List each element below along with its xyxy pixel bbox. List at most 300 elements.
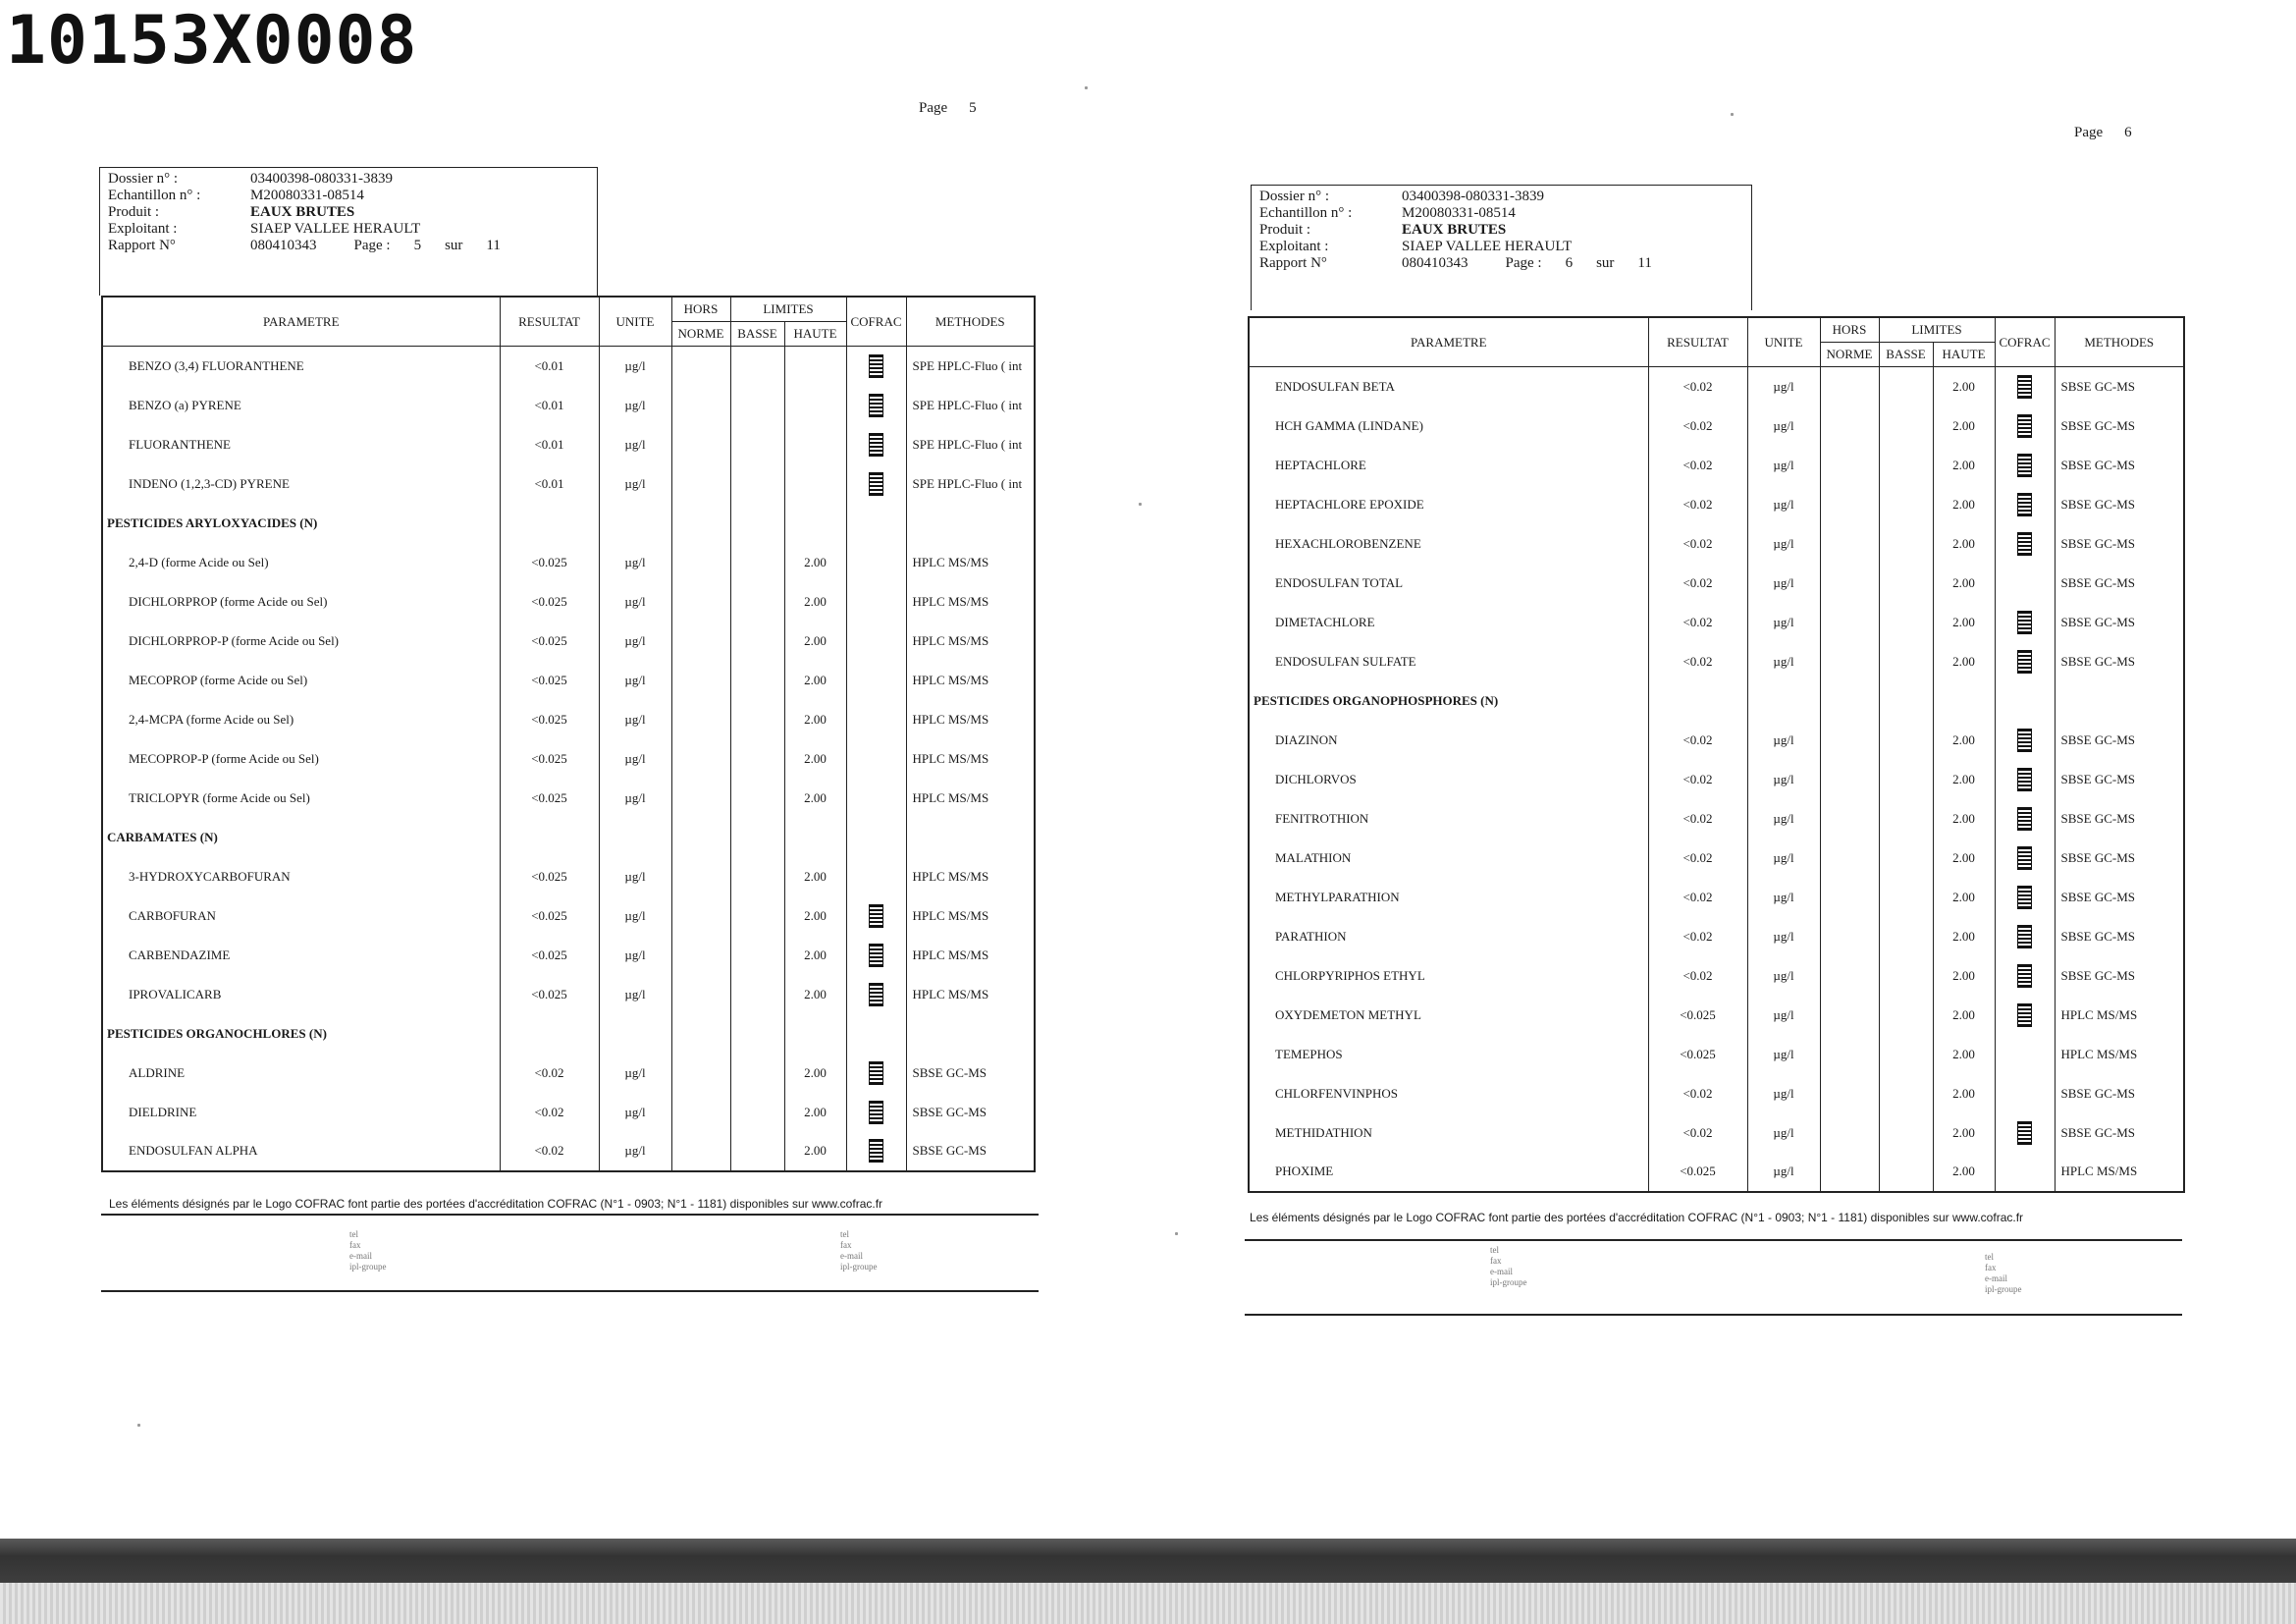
table-row: [102, 1093, 1035, 1132]
hors-norme-cell: [671, 425, 730, 464]
limit-low-cell: [1879, 721, 1933, 760]
limit-low-cell: [730, 622, 784, 661]
parameter-name: DIELDRINE: [102, 1093, 500, 1132]
results-table-page-6: [1248, 316, 2185, 1193]
parameter-name: CARBOFURAN: [102, 896, 500, 936]
sample-info-box: Dossier n° : 03400398-080331-3839 Echantillon n° : M20080331-08514 Produit : EAUX BRUTES Exploitant : SIAEP VALLEE HERAULT Rapport N° 080410343 Page : 6 sur 11: [1251, 185, 1752, 310]
hors-norme-cell: [1820, 406, 1879, 446]
cofrac-cell: [846, 975, 906, 1014]
unit-value: µg/l: [1747, 839, 1820, 878]
limit-high-value: 2.00: [1933, 642, 1995, 681]
limit-high-value: 2.00: [784, 700, 846, 739]
table-row: [1249, 1153, 2184, 1192]
hors-norme-cell: [671, 622, 730, 661]
limit-high-value: 2.00: [784, 975, 846, 1014]
cofrac-cell: [846, 1132, 906, 1171]
unit-value: µg/l: [1747, 367, 1820, 406]
unit-value: µg/l: [1747, 524, 1820, 564]
parameter-name: INDENO (1,2,3-CD) PYRENE: [102, 464, 500, 504]
unit-value: µg/l: [599, 1093, 671, 1132]
hors-norme-cell: [1820, 760, 1879, 799]
hors-norme-cell: [1820, 485, 1879, 524]
empty-cell: [906, 504, 1035, 543]
method-value: SBSE GC-MS: [2055, 721, 2184, 760]
result-value: <0.025: [1648, 1153, 1747, 1192]
empty-cell: [500, 504, 599, 543]
cofrac-cell: [1995, 406, 2055, 446]
page-number-left: Page 5: [919, 100, 977, 116]
limit-low-cell: [730, 661, 784, 700]
result-value: <0.02: [500, 1132, 599, 1171]
unit-value: µg/l: [599, 386, 671, 425]
section-heading: PESTICIDES ORGANOCHLORES (N): [102, 1014, 500, 1054]
method-value: SBSE GC-MS: [2055, 799, 2184, 839]
unit-value: µg/l: [1747, 406, 1820, 446]
unit-value: µg/l: [599, 779, 671, 818]
footer-contact-right-2: tel fax e-mail ipl-groupe: [1985, 1252, 2022, 1294]
cofrac-logo-icon: [2017, 414, 2032, 438]
method-value: SBSE GC-MS: [2055, 564, 2184, 603]
cofrac-cell: [1995, 799, 2055, 839]
cofrac-cell: [1995, 721, 2055, 760]
table-row: [1249, 564, 2184, 603]
header-haute: HAUTE: [1933, 343, 1995, 367]
limit-low-cell: [730, 1132, 784, 1171]
method-value: HPLC MS/MS: [906, 661, 1035, 700]
parameter-name: PHOXIME: [1249, 1153, 1648, 1192]
empty-cell: [1648, 681, 1747, 721]
cofrac-cell: [846, 1093, 906, 1132]
method-value: HPLC MS/MS: [906, 896, 1035, 936]
limit-high-value: 2.00: [1933, 878, 1995, 917]
parameter-name: CHLORPYRIPHOS ETHYL: [1249, 956, 1648, 996]
parameter-name: DICHLORPROP (forme Acide ou Sel): [102, 582, 500, 622]
parameter-name: DICHLORVOS: [1249, 760, 1648, 799]
limit-high-value: 2.00: [1933, 996, 1995, 1035]
table-row: [1249, 642, 2184, 681]
cofrac-logo-icon: [2017, 925, 2032, 948]
table-row: [102, 739, 1035, 779]
limit-high-value: 2.00: [784, 661, 846, 700]
empty-cell: [846, 504, 906, 543]
parameter-name: DIAZINON: [1249, 721, 1648, 760]
method-value: SBSE GC-MS: [2055, 367, 2184, 406]
parameter-name: HEPTACHLORE EPOXIDE: [1249, 485, 1648, 524]
section-row: [1249, 681, 2184, 721]
empty-cell: [906, 1014, 1035, 1054]
unit-value: µg/l: [599, 582, 671, 622]
header-resultat: RESULTAT: [1648, 317, 1747, 367]
result-value: <0.025: [500, 936, 599, 975]
empty-cell: [1995, 681, 2055, 721]
result-value: <0.025: [500, 779, 599, 818]
scanner-edge-light: [0, 1583, 2296, 1624]
parameter-name: METHYLPARATHION: [1249, 878, 1648, 917]
table-row: [1249, 1074, 2184, 1113]
limit-high-value: 2.00: [1933, 799, 1995, 839]
cofrac-logo-icon: [2017, 846, 2032, 870]
limit-high-value: 2.00: [1933, 1074, 1995, 1113]
empty-cell: [500, 1014, 599, 1054]
table-row: [1249, 367, 2184, 406]
cofrac-cell: [846, 661, 906, 700]
table-row: [102, 425, 1035, 464]
limit-low-cell: [1879, 564, 1933, 603]
method-value: SBSE GC-MS: [2055, 956, 2184, 996]
result-value: <0.02: [1648, 721, 1747, 760]
cofrac-cell: [1995, 603, 2055, 642]
parameter-name: CARBENDAZIME: [102, 936, 500, 975]
result-value: <0.02: [1648, 917, 1747, 956]
empty-cell: [671, 1014, 730, 1054]
scan-speck: [1175, 1232, 1178, 1235]
hors-norme-cell: [671, 739, 730, 779]
empty-cell: [2055, 681, 2184, 721]
limit-high-value: 2.00: [1933, 917, 1995, 956]
empty-cell: [730, 818, 784, 857]
hors-norme-cell: [1820, 839, 1879, 878]
unit-value: µg/l: [599, 700, 671, 739]
limit-low-cell: [730, 975, 784, 1014]
limit-high-value: 2.00: [784, 1054, 846, 1093]
unit-value: µg/l: [599, 739, 671, 779]
parameter-name: ENDOSULFAN SULFATE: [1249, 642, 1648, 681]
method-value: HPLC MS/MS: [906, 582, 1035, 622]
empty-cell: [784, 1014, 846, 1054]
cofrac-logo-icon: [869, 433, 883, 457]
result-value: <0.025: [500, 661, 599, 700]
parameter-name: MECOPROP-P (forme Acide ou Sel): [102, 739, 500, 779]
unit-value: µg/l: [1747, 760, 1820, 799]
method-value: HPLC MS/MS: [906, 622, 1035, 661]
cofrac-logo-icon: [869, 1139, 883, 1163]
table-row: [1249, 956, 2184, 996]
hors-norme-cell: [671, 464, 730, 504]
result-value: <0.02: [500, 1054, 599, 1093]
result-value: <0.02: [1648, 1074, 1747, 1113]
header-cofrac: COFRAC: [846, 297, 906, 347]
footer-contact-left-2: tel fax e-mail ipl-groupe: [840, 1229, 878, 1272]
unit-value: µg/l: [599, 347, 671, 386]
empty-cell: [671, 504, 730, 543]
cofrac-cell: [1995, 1113, 2055, 1153]
hors-norme-cell: [1820, 446, 1879, 485]
header-unite: UNITE: [1747, 317, 1820, 367]
method-value: SBSE GC-MS: [2055, 524, 2184, 564]
unit-value: µg/l: [1747, 1074, 1820, 1113]
header-limites: LIMITES: [730, 297, 846, 322]
table-row: [102, 582, 1035, 622]
method-value: SBSE GC-MS: [2055, 485, 2184, 524]
footer-bottom-rule-right: [1245, 1314, 2182, 1316]
scan-speck: [137, 1424, 140, 1427]
hors-norme-cell: [1820, 996, 1879, 1035]
limit-low-cell: [1879, 996, 1933, 1035]
limit-high-value: 2.00: [784, 622, 846, 661]
cofrac-logo-icon: [2017, 768, 2032, 791]
unit-value: µg/l: [599, 661, 671, 700]
parameter-name: PARATHION: [1249, 917, 1648, 956]
table-row: [102, 543, 1035, 582]
table-row: [1249, 839, 2184, 878]
cofrac-cell: [1995, 878, 2055, 917]
cofrac-cell: [1995, 917, 2055, 956]
parameter-name: TEMEPHOS: [1249, 1035, 1648, 1074]
result-value: <0.025: [500, 622, 599, 661]
hors-norme-cell: [671, 857, 730, 896]
parameter-name: HEPTACHLORE: [1249, 446, 1648, 485]
result-value: <0.02: [1648, 956, 1747, 996]
footer-rule-left: [101, 1214, 1039, 1216]
scan-speck: [1731, 113, 1734, 116]
parameter-name: MECOPROP (forme Acide ou Sel): [102, 661, 500, 700]
cofrac-logo-icon: [2017, 611, 2032, 634]
section-row: [102, 504, 1035, 543]
cofrac-logo-icon: [869, 904, 883, 928]
limit-low-cell: [1879, 524, 1933, 564]
limit-low-cell: [1879, 956, 1933, 996]
table-row: [1249, 485, 2184, 524]
unit-value: µg/l: [1747, 603, 1820, 642]
table-row: [102, 975, 1035, 1014]
limit-high-value: 2.00: [1933, 564, 1995, 603]
cofrac-logo-icon: [2017, 375, 2032, 399]
cofrac-cell: [846, 896, 906, 936]
hors-norme-cell: [1820, 1153, 1879, 1192]
result-value: <0.02: [1648, 760, 1747, 799]
cofrac-cell: [1995, 1074, 2055, 1113]
unit-value: µg/l: [599, 857, 671, 896]
cofrac-cell: [846, 543, 906, 582]
limit-high-value: 2.00: [1933, 956, 1995, 996]
limit-low-cell: [1879, 1113, 1933, 1153]
hors-norme-cell: [1820, 1035, 1879, 1074]
cofrac-logo-icon: [869, 394, 883, 417]
parameter-name: OXYDEMETON METHYL: [1249, 996, 1648, 1035]
cofrac-cell: [846, 622, 906, 661]
limit-low-cell: [730, 739, 784, 779]
unit-value: µg/l: [599, 975, 671, 1014]
header-unite: UNITE: [599, 297, 671, 347]
cofrac-logo-icon: [869, 354, 883, 378]
header-cofrac: COFRAC: [1995, 317, 2055, 367]
table-row: [1249, 446, 2184, 485]
result-value: <0.025: [1648, 1035, 1747, 1074]
hors-norme-cell: [671, 1054, 730, 1093]
hors-norme-cell: [1820, 603, 1879, 642]
limit-high-value: 2.00: [1933, 1153, 1995, 1192]
cofrac-logo-icon: [2017, 1121, 2032, 1145]
limit-low-cell: [730, 347, 784, 386]
limit-low-cell: [1879, 642, 1933, 681]
result-value: <0.02: [1648, 642, 1747, 681]
method-value: SBSE GC-MS: [2055, 603, 2184, 642]
cofrac-logo-icon: [2017, 493, 2032, 516]
table-row: [1249, 406, 2184, 446]
result-value: <0.025: [500, 975, 599, 1014]
result-value: <0.02: [500, 1093, 599, 1132]
method-value: HPLC MS/MS: [906, 936, 1035, 975]
hors-norme-cell: [1820, 956, 1879, 996]
cofrac-cell: [1995, 839, 2055, 878]
hors-norme-cell: [671, 347, 730, 386]
parameter-name: BENZO (a) PYRENE: [102, 386, 500, 425]
table-row: [1249, 524, 2184, 564]
parameter-name: 2,4-MCPA (forme Acide ou Sel): [102, 700, 500, 739]
cofrac-logo-icon: [869, 1101, 883, 1124]
result-value: <0.02: [1648, 878, 1747, 917]
limit-low-cell: [730, 779, 784, 818]
limit-high-value: 2.00: [784, 739, 846, 779]
limit-low-cell: [1879, 485, 1933, 524]
limit-high-value: 2.00: [1933, 721, 1995, 760]
unit-value: µg/l: [599, 1054, 671, 1093]
header-methodes: METHODES: [2055, 317, 2184, 367]
table-row: [1249, 878, 2184, 917]
method-value: SBSE GC-MS: [2055, 406, 2184, 446]
cofrac-cell: [1995, 956, 2055, 996]
hors-norme-cell: [1820, 367, 1879, 406]
hors-norme-cell: [1820, 524, 1879, 564]
hors-norme-cell: [671, 582, 730, 622]
method-value: SBSE GC-MS: [2055, 917, 2184, 956]
method-value: HPLC MS/MS: [906, 975, 1035, 1014]
table-row: [102, 700, 1035, 739]
parameter-name: BENZO (3,4) FLUORANTHENE: [102, 347, 500, 386]
table-row: [1249, 799, 2184, 839]
cofrac-cell: [846, 464, 906, 504]
parameter-name: HEXACHLOROBENZENE: [1249, 524, 1648, 564]
result-value: <0.02: [1648, 603, 1747, 642]
header-parametre: PARAMETRE: [102, 297, 500, 347]
cofrac-footnote-right: Les éléments désignés par le Logo COFRAC font partie des portées d'accréditation COFRAC (N°1 - 0903; N°1 - 1181) disponibles sur www.cofrac.fr: [1250, 1211, 2024, 1224]
page-number-right: Page 6: [2074, 125, 2132, 140]
empty-cell: [784, 504, 846, 543]
result-value: <0.025: [1648, 996, 1747, 1035]
section-row: [102, 1014, 1035, 1054]
hors-norme-cell: [1820, 799, 1879, 839]
hors-norme-cell: [671, 386, 730, 425]
limit-high-value: 2.00: [1933, 367, 1995, 406]
cofrac-logo-icon: [2017, 729, 2032, 752]
sample-info-box: Dossier n° : 03400398-080331-3839 Echantillon n° : M20080331-08514 Produit : EAUX BRUTES Exploitant : SIAEP VALLEE HERAULT Rapport N° 080410343 Page : 5 sur 11: [99, 167, 598, 296]
cofrac-logo-icon: [2017, 1003, 2032, 1027]
limit-high-value: 2.00: [1933, 603, 1995, 642]
unit-value: µg/l: [599, 464, 671, 504]
result-value: <0.025: [500, 700, 599, 739]
result-value: <0.02: [1648, 485, 1747, 524]
cofrac-cell: [1995, 996, 2055, 1035]
cofrac-cell: [1995, 564, 2055, 603]
results-table-page-5: [101, 296, 1036, 1172]
header-hors: HORS: [671, 297, 730, 322]
method-value: SPE HPLC-Fluo ( int: [906, 425, 1035, 464]
unit-value: µg/l: [1747, 721, 1820, 760]
limit-low-cell: [1879, 1153, 1933, 1192]
parameter-name: CHLORFENVINPHOS: [1249, 1074, 1648, 1113]
empty-cell: [671, 818, 730, 857]
limit-high-value: 2.00: [1933, 839, 1995, 878]
cofrac-cell: [846, 582, 906, 622]
limit-high-value: 2.00: [784, 857, 846, 896]
result-value: <0.025: [500, 896, 599, 936]
parameter-name: MALATHION: [1249, 839, 1648, 878]
unit-value: µg/l: [1747, 446, 1820, 485]
parameter-name: 2,4-D (forme Acide ou Sel): [102, 543, 500, 582]
result-value: <0.02: [1648, 524, 1747, 564]
hors-norme-cell: [671, 661, 730, 700]
header-hors: HORS: [1820, 317, 1879, 343]
cofrac-logo-icon: [2017, 886, 2032, 909]
limit-high-value: 2.00: [1933, 1035, 1995, 1074]
table-row: [1249, 996, 2184, 1035]
limit-high-value: 2.00: [784, 1093, 846, 1132]
header-norme: NORME: [1820, 343, 1879, 367]
method-value: SBSE GC-MS: [2055, 839, 2184, 878]
result-value: <0.025: [500, 857, 599, 896]
unit-value: µg/l: [599, 936, 671, 975]
method-value: HPLC MS/MS: [906, 739, 1035, 779]
limit-low-cell: [1879, 406, 1933, 446]
cofrac-cell: [1995, 642, 2055, 681]
result-value: <0.02: [1648, 406, 1747, 446]
result-value: <0.02: [1648, 799, 1747, 839]
method-value: SBSE GC-MS: [2055, 760, 2184, 799]
unit-value: µg/l: [1747, 917, 1820, 956]
scan-speck: [1085, 86, 1088, 89]
footer-contact-right: tel fax e-mail ipl-groupe: [1490, 1245, 1527, 1287]
section-heading: PESTICIDES ARYLOXYACIDES (N): [102, 504, 500, 543]
limit-low-cell: [1879, 1035, 1933, 1074]
method-value: SBSE GC-MS: [2055, 878, 2184, 917]
hors-norme-cell: [671, 936, 730, 975]
table-row: [1249, 1035, 2184, 1074]
limit-low-cell: [730, 543, 784, 582]
empty-cell: [599, 504, 671, 543]
section-heading: CARBAMATES (N): [102, 818, 500, 857]
cofrac-cell: [846, 857, 906, 896]
cofrac-logo-icon: [869, 983, 883, 1006]
parameter-name: METHIDATHION: [1249, 1113, 1648, 1153]
table-row: [102, 857, 1035, 896]
limit-low-cell: [730, 896, 784, 936]
limit-low-cell: [1879, 760, 1933, 799]
unit-value: µg/l: [599, 896, 671, 936]
empty-cell: [846, 1014, 906, 1054]
section-row: [102, 818, 1035, 857]
limit-low-cell: [730, 1054, 784, 1093]
limit-low-cell: [730, 857, 784, 896]
result-value: <0.01: [500, 386, 599, 425]
cofrac-cell: [1995, 485, 2055, 524]
empty-cell: [730, 504, 784, 543]
cofrac-logo-icon: [869, 472, 883, 496]
limit-high-value: 2.00: [1933, 524, 1995, 564]
cofrac-cell: [1995, 446, 2055, 485]
unit-value: µg/l: [599, 425, 671, 464]
limit-low-cell: [1879, 446, 1933, 485]
limit-high-value: 2.00: [784, 582, 846, 622]
table-row: [102, 661, 1035, 700]
empty-cell: [599, 818, 671, 857]
empty-cell: [730, 1014, 784, 1054]
header-parametre: PARAMETRE: [1249, 317, 1648, 367]
method-value: HPLC MS/MS: [906, 779, 1035, 818]
limit-high-value: [784, 425, 846, 464]
cofrac-logo-icon: [2017, 532, 2032, 556]
limit-high-value: 2.00: [1933, 760, 1995, 799]
limit-low-cell: [1879, 917, 1933, 956]
